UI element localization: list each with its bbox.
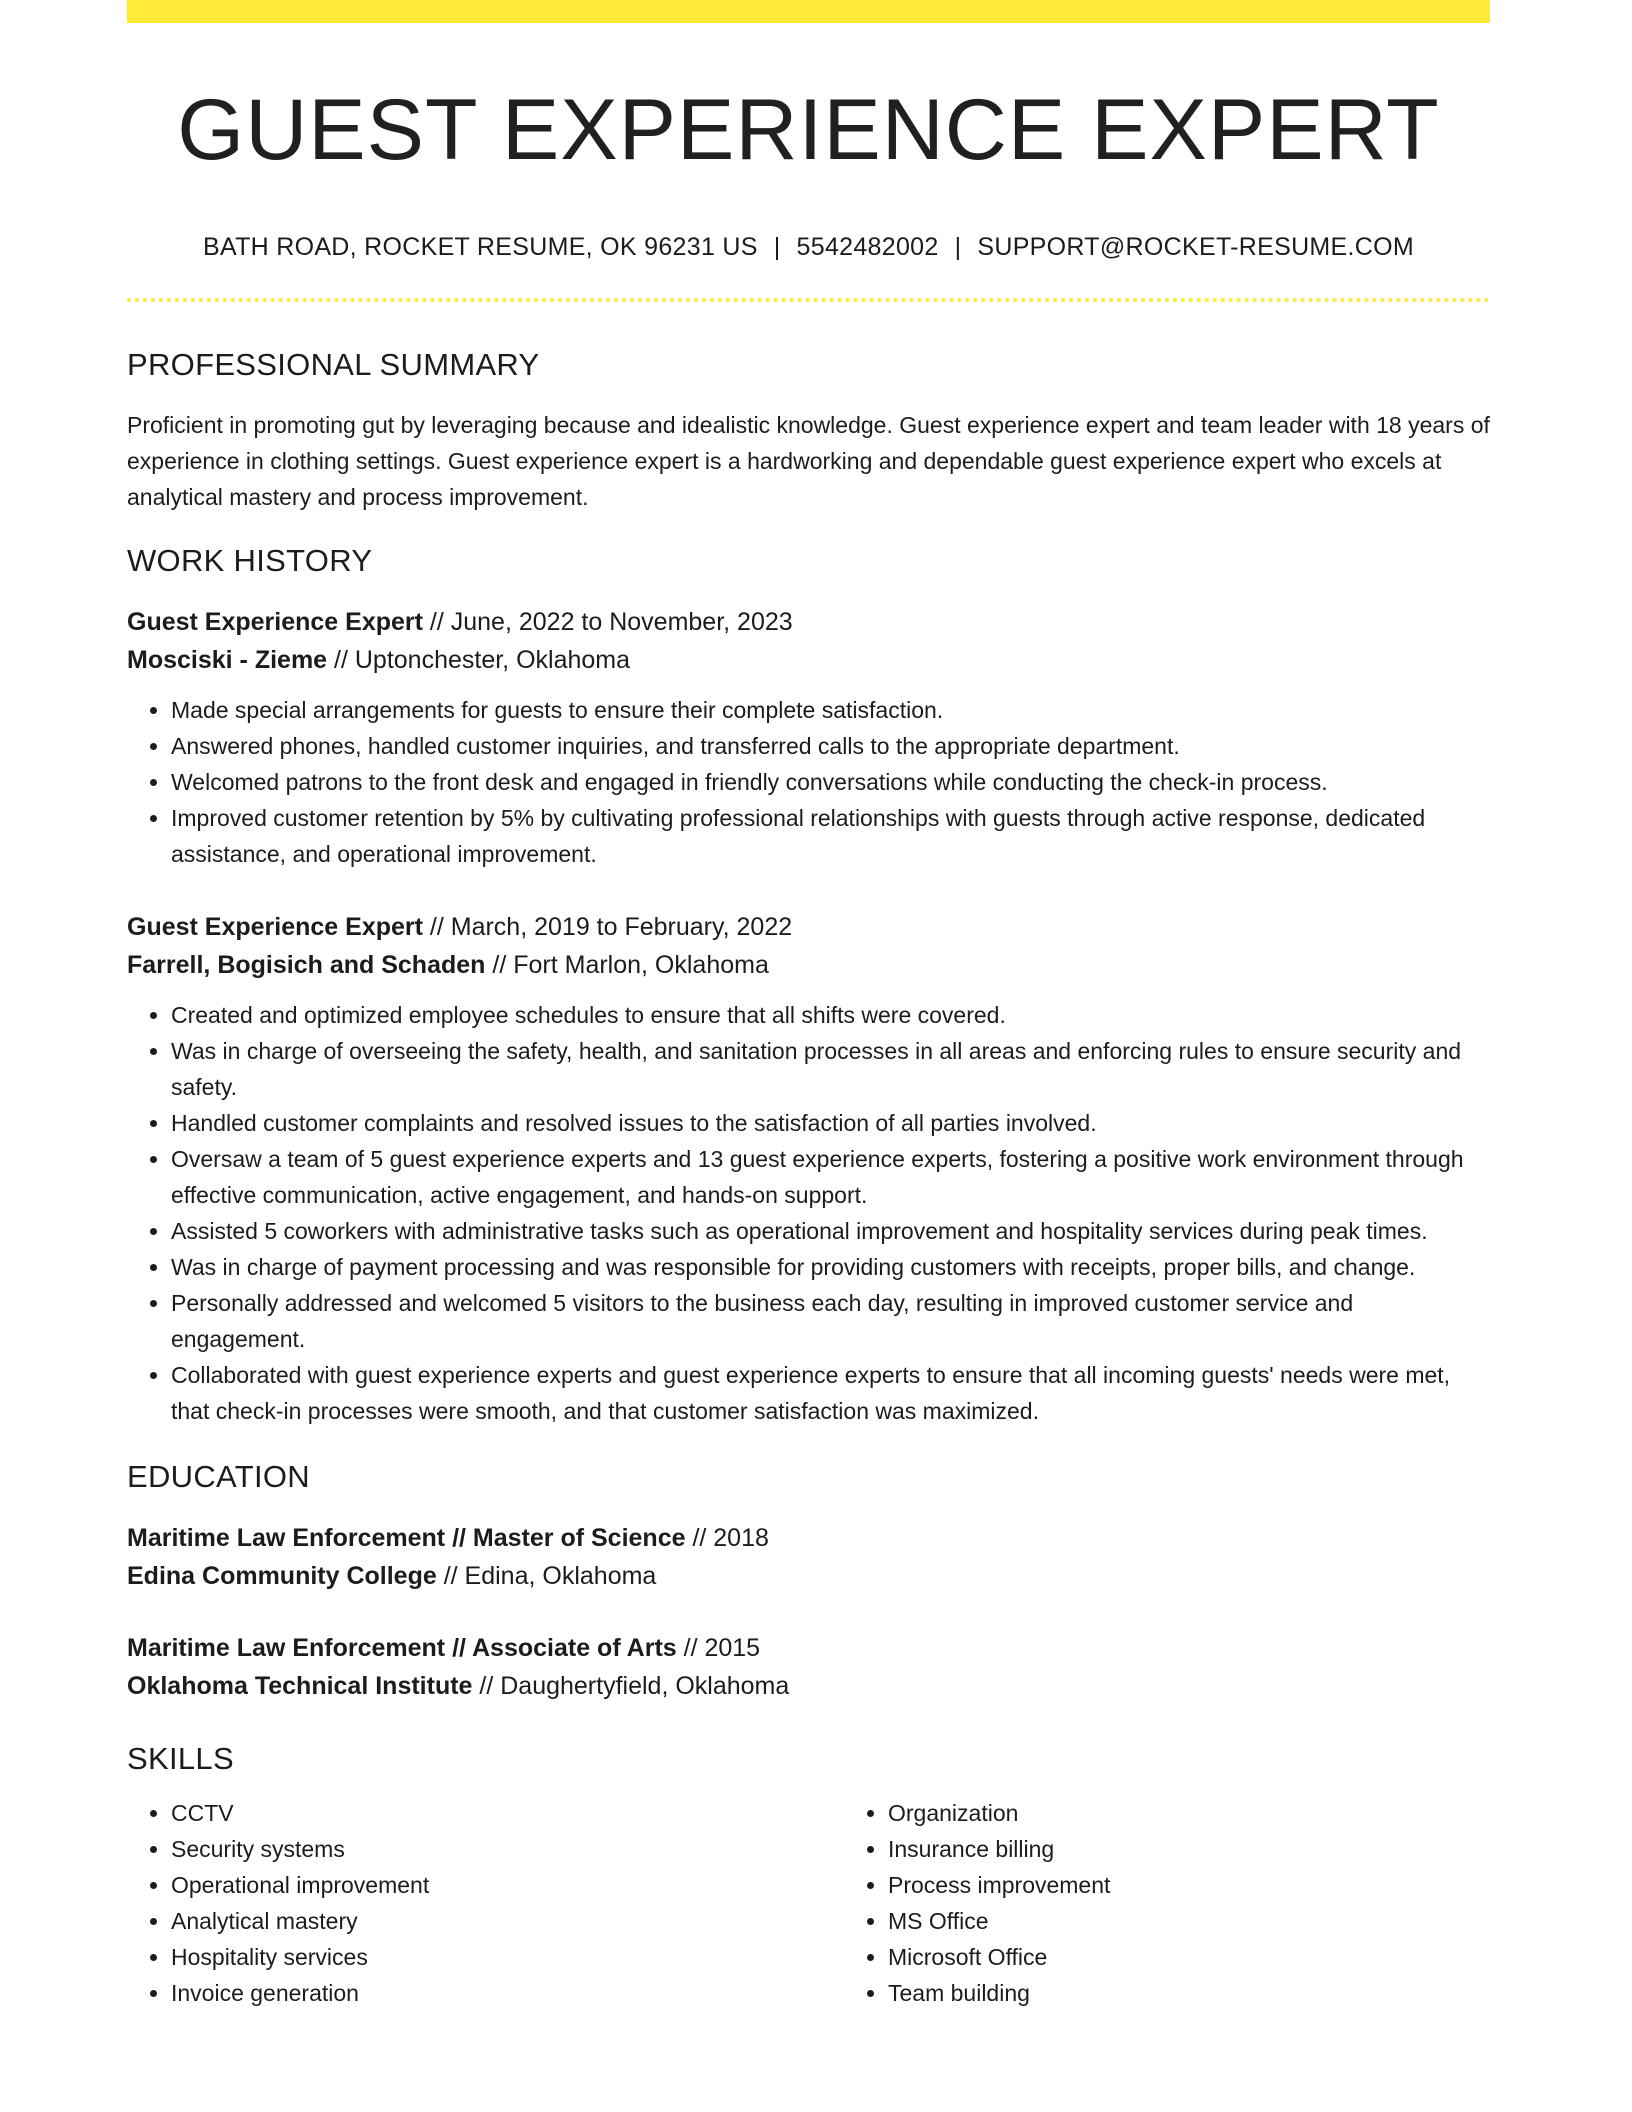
job-company-line [127,946,1490,984]
job-bullet: • Made special arrangements for guests to ensure their complete satisfaction. [171,692,1490,728]
job-bullet: • Handled customer complaints and resolved issues to the satisfaction of all parties involved. [171,1105,1490,1141]
job-dates: // June, 2022 to November, 2023 [422,608,793,636]
school-location: // Edina, Oklahoma [436,1562,657,1590]
job-bullet: • Oversaw a team of 5 guest experience experts and 13 guest experience experts, fostering a positive work environment through effective communication, active engagement, and hands-on support. [171,1141,1490,1213]
job-dates: // March, 2019 to February, 2022 [422,913,793,941]
email: SUPPORT@ROCKET-RESUME.COM [977,233,1415,261]
skill-item: • CCTV [171,1795,844,1831]
job-bullets [127,997,1490,1429]
job-title-line [127,603,1490,641]
summary-text: Proficient in promoting gut by leveraging because and idealistic knowledge. Guest experience expert and team leader with 18 years of experience in clothing settings. Guest experience expert is a hardworking and dependable guest experience expert who excels at analytical mastery and process improvement. [127,412,1490,510]
job-role: Guest Experience Expert [127,608,423,636]
contact-separator: | [773,233,781,261]
skill-item: • Invoice generation [171,1975,844,2011]
job-entry [127,603,1490,872]
degree-line [127,1629,1490,1667]
job-role: Guest Experience Expert [127,913,423,941]
skill-item: • Hospitality services [171,1939,844,1975]
job-title-line [127,908,1490,946]
graduation-year: // 2015 [676,1634,761,1662]
skills-list-left [127,1795,844,2011]
skill-item: • Analytical mastery [171,1903,844,1939]
job-bullets [127,692,1490,872]
job-bullet: • Assisted 5 coworkers with administrative tasks such as operational improvement and hospitality services during peak times. [171,1213,1490,1249]
job-bullet: • Answered phones, handled customer inquiries, and transferred calls to the appropriate department. [171,728,1490,764]
education-heading: EDUCATION [127,1459,310,1494]
job-bullet: • Welcomed patrons to the front desk and engaged in friendly conversations while conducting the check-in process. [171,764,1490,800]
job-bullet: • Was in charge of overseeing the safety, health, and sanitation processes in all areas and enforcing rules to ensure security and safety. [171,1033,1490,1105]
skill-item: • Organization [888,1795,1488,1831]
job-company: Mosciski - Zieme [127,646,328,674]
skill-item: • Microsoft Office [888,1939,1488,1975]
contact-separator: | [954,233,962,261]
resume-content [127,0,1490,2011]
job-location: // Fort Marlon, Oklahoma [485,951,769,979]
work-history-heading: WORK HISTORY [127,543,373,578]
degree: Maritime Law Enforcement // Associate of Arts [127,1634,677,1662]
degree: Maritime Law Enforcement // Master of Science [127,1524,686,1552]
skills-columns [127,1795,1490,2011]
job-location: // Uptonchester, Oklahoma [327,646,631,674]
degree-line [127,1519,1490,1557]
job-company-line [127,641,1490,679]
skill-item: • Operational improvement [171,1867,844,1903]
job-bullet: • Was in charge of payment processing and was responsible for providing customers with receipts, proper bills, and change. [171,1249,1490,1285]
skill-item: • Team building [888,1975,1488,2011]
education-entry [127,1519,1490,1595]
school-name: Edina Community College [127,1562,437,1590]
school-line [127,1667,1490,1705]
job-bullet: • Created and optimized employee schedules to ensure that all shifts were covered. [171,997,1490,1033]
school-name: Oklahoma Technical Institute [127,1672,473,1700]
job-bullet: • Improved customer retention by 5% by cultivating professional relationships with guests through active response, dedicated assistance, and operational improvement. [171,800,1490,872]
job-bullet: • Personally addressed and welcomed 5 visitors to the business each day, resulting in improved customer service and engagement. [171,1285,1490,1357]
education-entry [127,1629,1490,1705]
phone: 5542482002 [796,233,939,261]
skills-list-right [844,1795,1488,2011]
address: BATH ROAD, ROCKET RESUME, OK 96231 US [202,233,758,261]
summary-heading: PROFESSIONAL SUMMARY [127,347,540,382]
school-line [127,1557,1490,1595]
skills-heading: SKILLS [127,1741,234,1776]
skill-item: • Process improvement [888,1867,1488,1903]
skill-item: • MS Office [888,1903,1488,1939]
job-bullet: • Collaborated with guest experience experts and guest experience experts to ensure that all incoming guests' needs were met, that check-in processes were smooth, and that customer satisfaction was maximized. [171,1357,1490,1429]
skill-item: • Security systems [171,1831,844,1867]
dotted-divider [127,298,1490,302]
job-entry [127,908,1490,1429]
graduation-year: // 2018 [685,1524,769,1552]
candidate-name: GUEST EXPERIENCE EXPERT [177,82,1440,178]
skill-item: • Insurance billing [888,1831,1488,1867]
job-company: Farrell, Bogisich and Schaden [127,951,486,979]
school-location: // Daughertyfield, Oklahoma [472,1672,790,1700]
contact-line [127,232,1490,262]
